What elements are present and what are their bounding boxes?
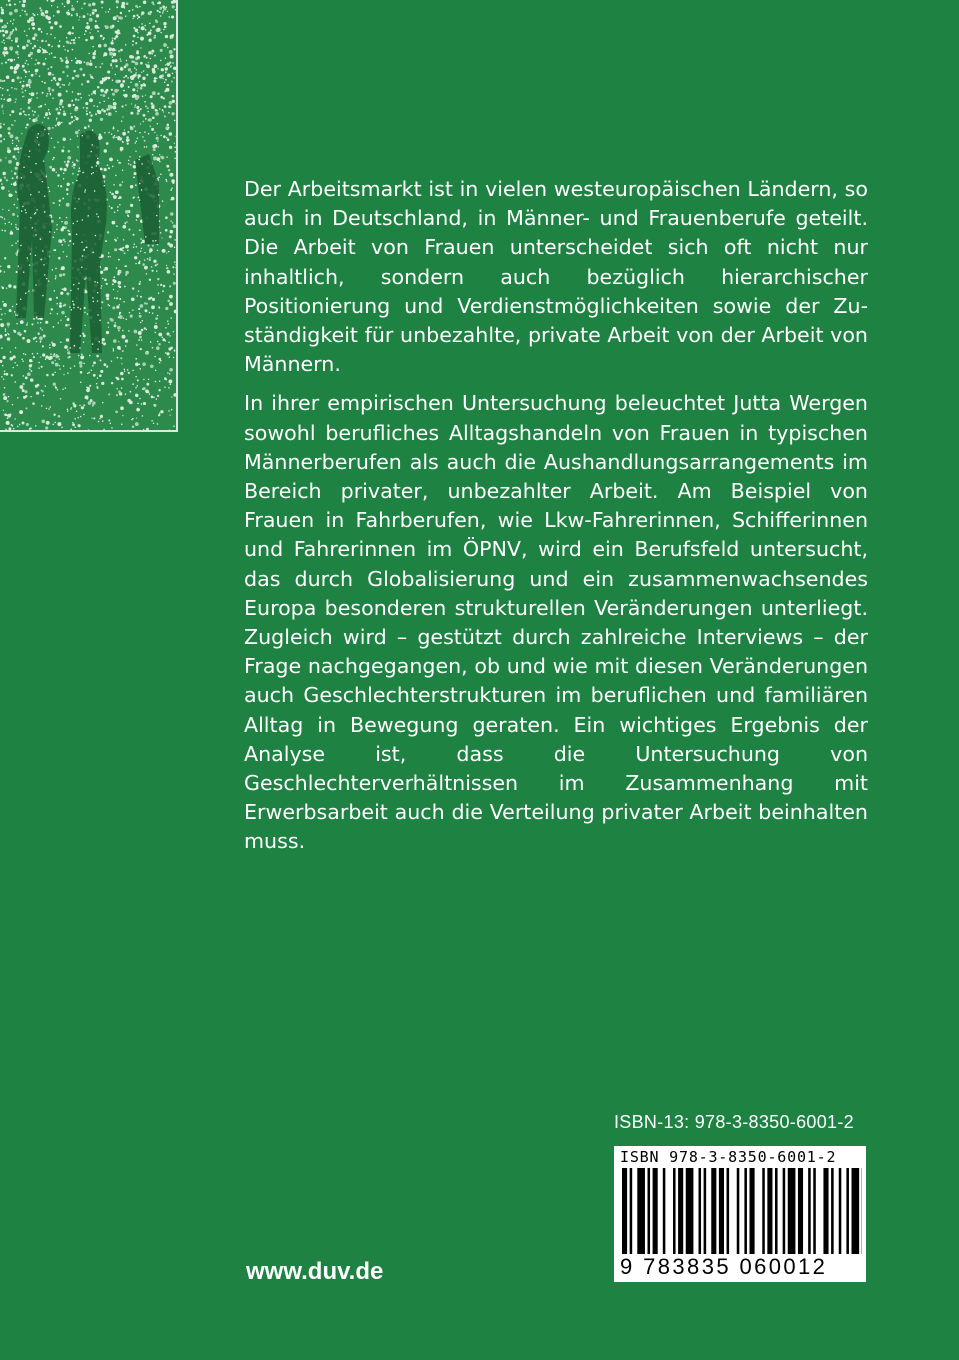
barcode-bar (775, 1168, 778, 1254)
barcode-bar (727, 1168, 730, 1254)
barcode-bar (831, 1168, 834, 1254)
barcode-bar (852, 1168, 860, 1254)
barcode-bar (648, 1168, 651, 1254)
barcode-digits: 9 783835 060012 (620, 1254, 831, 1280)
barcode-bar (663, 1168, 666, 1254)
barcode-bar (808, 1168, 811, 1254)
barcode-bar (813, 1168, 816, 1254)
barcode-bar (704, 1168, 707, 1254)
barcode-bar (798, 1168, 803, 1268)
barcode-bar (699, 1168, 702, 1254)
barcode-bar (719, 1168, 724, 1254)
barcode-bar (686, 1168, 694, 1254)
barcode-bar (673, 1168, 676, 1254)
barcode-bar (737, 1168, 740, 1254)
barcode (614, 1146, 866, 1282)
barcode-bar (762, 1168, 765, 1254)
cover-photo (0, 0, 178, 432)
barcode-bar (637, 1168, 645, 1254)
barcode-bar (630, 1168, 633, 1268)
barcode-icon (618, 1168, 862, 1268)
isbn-label: ISBN-13: 978-3-8350-6001-2 (614, 1112, 854, 1132)
barcode-bar (767, 1168, 772, 1254)
blurb-paragraph-1: Der Arbeitsmarkt ist in vielen westeuropäischen Ländern, so auch in Deutschland, in Männer- und Frauenberufe geteilt. Die Arbeit von Frauen unterscheidet sich oft nicht nur inhaltlich, sondern auch bezüglich hierarchischer Positionierung und Verdienstmöglichkeiten sowie der Zuständigkeit für unbezahlte, private Arbeit von der Arbeit von Männern. (244, 177, 868, 377)
barcode-bar (653, 1168, 658, 1254)
blurb-paragraph-2: In ihrer empirischen Untersuchung beleuchtet Jutta Wergen sowohl berufliches Alltagshandeln von Frauen in typischen Männerberufen als auch die Aushandlungsarrangements im Bereich privater, unbezahlter Arbeit. Am Beispiel von Frauen in Fahrberufen, wie Lkw-Fahrerinnen, Schifferinnen und Fahrerinnen im ÖPNV, wird ein Berufsfeld untersucht, das durch Globalisierung und ein zusammenwachsendes Europa besonderen strukturellen Veränderungen unterliegt. Zugleich wird – gestützt durch zahlreiche Interviews – der Frage nachgegangen, ob und wie mit diesen Veränderungen auch Geschlechterstrukturen im beruflichen und familiären Alltag in Bewegung geraten. Ein wichtiges Ergebnis der Analyse ist, dass die Untersuchung von Geschlechterverhältnissen im Zusammenhang mit Erwerbsarbeit auch die Verteilung privater Arbeit beinhalten muss. (244, 391, 868, 854)
website-link[interactable]: www.duv.de (246, 1258, 384, 1285)
barcode-bar (744, 1168, 747, 1254)
barcode-isbn-text: ISBN 978-3-8350-6001-2 (620, 1148, 837, 1166)
barcode-bar (788, 1168, 796, 1268)
barcode-bar (846, 1168, 849, 1254)
barcode-bar (622, 1168, 627, 1268)
barcode-bar (750, 1168, 755, 1254)
barcode-bar (678, 1168, 683, 1254)
barcode-bar (711, 1168, 716, 1254)
halftone-photo-icon (0, 0, 176, 430)
blurb-text (244, 175, 868, 867)
barcode-bar (783, 1168, 786, 1254)
barcode-bar (839, 1168, 842, 1254)
barcode-bar (823, 1168, 828, 1254)
